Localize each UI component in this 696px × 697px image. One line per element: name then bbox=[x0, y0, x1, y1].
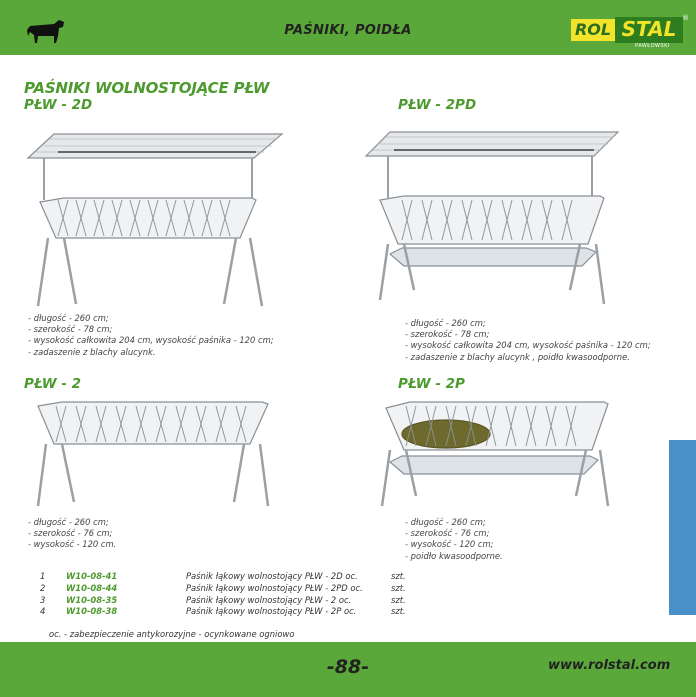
feeder-image-plw-2d bbox=[24, 128, 284, 310]
table-row bbox=[20, 595, 440, 607]
spec-item: - wysokość całkowita 204 cm, wysokość paśnika - 120 cm; bbox=[405, 340, 651, 351]
specs-plw-2d bbox=[28, 313, 274, 358]
table-row bbox=[20, 583, 440, 595]
footnote: oc. - zabezpieczenie antykorozyjne - ocynkowane ogniowo bbox=[49, 629, 295, 639]
product-unit: szt. bbox=[391, 606, 406, 617]
spec-item: - długość - 260 cm; bbox=[28, 517, 109, 527]
header-title: PAŚNIKI, POIDŁA bbox=[284, 23, 412, 38]
spec-item: - wysokość - 120 cm; bbox=[405, 539, 494, 550]
product-description: Paśnik łąkowy wolnostojący PŁW - 2P oc. bbox=[186, 606, 357, 617]
spec-item: - zadaszenie z blachy alucynk , poidło kwasoodporne. bbox=[405, 351, 630, 362]
spec-item: - wysokość - 120 cm. bbox=[28, 539, 117, 550]
row-number: 1 bbox=[40, 571, 46, 581]
product-unit: szt. bbox=[391, 571, 406, 581]
page-title: PAŚNIKI WOLNOSTOJĄCE PŁW bbox=[24, 79, 270, 97]
website-url: www.rolstal.com bbox=[548, 658, 671, 673]
spec-item: - wysokość całkowita 204 cm, wysokość paśnika - 120 cm; bbox=[28, 335, 274, 346]
spec-item: - szerokość - 78 cm; bbox=[405, 329, 490, 340]
product-code: W10-08-41 bbox=[66, 571, 118, 581]
spec-item: - długość - 260 cm; bbox=[28, 313, 109, 323]
feeder-image-plw-2p bbox=[376, 396, 616, 508]
spec-item: - szerokość - 76 cm; bbox=[405, 528, 490, 539]
product-title-plw-2: PŁW - 2 bbox=[24, 376, 82, 392]
specs-plw-2 bbox=[28, 517, 116, 551]
spec-item: - szerokość - 76 cm; bbox=[28, 528, 113, 539]
spec-item: - długość - 260 cm; bbox=[405, 517, 486, 527]
product-title-plw-2d: PŁW - 2D bbox=[24, 97, 93, 113]
side-tab bbox=[669, 440, 696, 615]
product-code: W10-08-38 bbox=[66, 606, 118, 617]
product-unit: szt. bbox=[391, 582, 406, 593]
feeder-image-plw-2pd bbox=[364, 128, 624, 310]
spec-item: - zadaszenie z blachy alucynk. bbox=[28, 346, 156, 357]
product-title-plw-2pd: PŁW - 2PD bbox=[398, 97, 477, 113]
table-row bbox=[20, 606, 440, 618]
product-table bbox=[20, 571, 440, 618]
row-number: 2 bbox=[40, 582, 46, 593]
row-number: 4 bbox=[40, 606, 46, 617]
spec-item: - długość - 260 cm; bbox=[405, 318, 486, 328]
product-unit: szt. bbox=[391, 594, 406, 605]
specs-plw-2p bbox=[405, 517, 503, 562]
specs-plw-2pd bbox=[405, 318, 651, 363]
feeder-image-plw-2 bbox=[24, 396, 274, 508]
table-row bbox=[20, 571, 440, 583]
page-number: -88- bbox=[326, 656, 370, 678]
product-title-plw-2p: PŁW - 2P bbox=[398, 376, 465, 392]
product-code: W10-08-44 bbox=[66, 582, 118, 593]
product-description: Paśnik łąkowy wolnostojący PŁW - 2 oc. bbox=[186, 594, 352, 605]
row-number: 3 bbox=[40, 594, 46, 605]
spec-item: - poidło kwasoodporne. bbox=[405, 550, 503, 561]
product-description: Paśnik łąkowy wolnostojący PŁW - 2D oc. bbox=[186, 571, 358, 581]
product-code: W10-08-35 bbox=[66, 594, 118, 605]
rolstal-logo: ROL STAL PAWŁOWSKI ® bbox=[571, 17, 687, 47]
spec-item: - szerokość - 78 cm; bbox=[28, 324, 113, 335]
product-description: Paśnik łąkowy wolnostojący PŁW - 2PD oc. bbox=[186, 582, 363, 593]
